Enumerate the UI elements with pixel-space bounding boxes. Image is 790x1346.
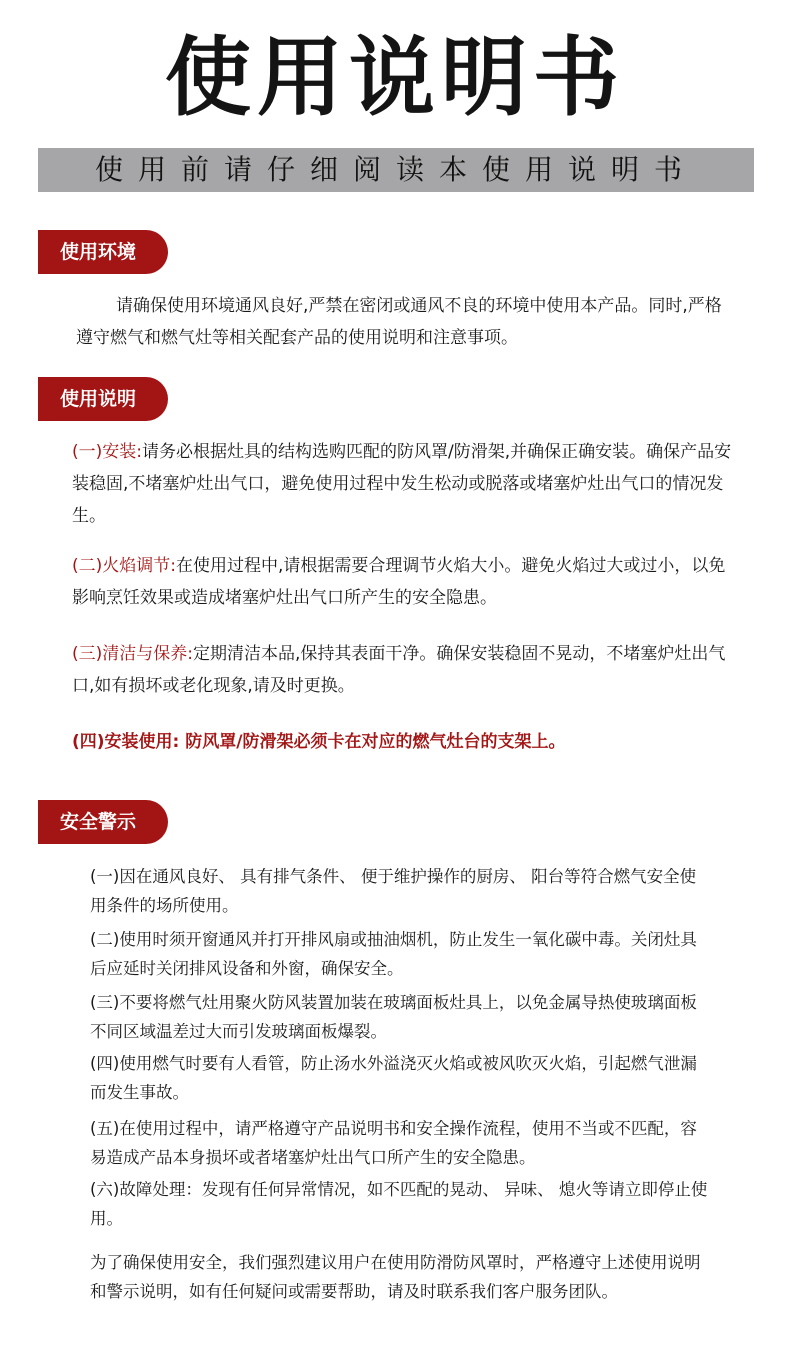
instruction-item-2 (72, 550, 732, 614)
instruction-item-4 (72, 726, 732, 758)
instruction-item-2-text: 在使用过程中,请根据需要合理调节火焰大小。避免火焰过大或过小，以免影响烹饪效果或造成堵塞炉灶出气口所产生的安全隐患。 (72, 556, 726, 608)
instruction-item-1-text: 请务必根据灶具的结构选购匹配的防风罩/防滑架,并确保正确安装。确保产品安装稳固,不堵塞炉灶出气口，避免使用过程中发生松动或脱落或堵塞炉灶出气口的情况发生。 (72, 442, 732, 526)
subtitle-text: 使用前请仔细阅读本使用说明书 (94, 153, 697, 186)
page-title: 使用说明书 (165, 28, 625, 128)
instruction-item-4-lead: (四)安装使用: (72, 732, 186, 752)
safety-item-2: (二)使用时须开窗通风并打开排风扇或抽油烟机，防止发生一氧化碳中毒。关闭灶具后应延时关闭排风设备和外窗，确保安全。 (90, 930, 697, 978)
subtitle-banner (38, 148, 754, 192)
environment-text: 请确保使用环境通风良好,严禁在密闭或通风不良的环境中使用本产品。同时,严格遵守燃气和燃气灶等相关配套产品的使用说明和注意事项。 (76, 296, 722, 348)
instruction-item-1 (72, 436, 732, 532)
section-tab-environment: 使用环境 (38, 230, 168, 274)
instruction-item-3 (72, 638, 732, 702)
safety-item-6: (六)故障处理：发现有任何异常情况，如不匹配的晃动、 异味、 熄火等请立即停止使用。 (90, 1180, 708, 1228)
instruction-item-3-lead: (三)清洁与保养: (72, 644, 193, 664)
safety-item-3: (三)不要将燃气灶用聚火防风装置加装在玻璃面板灶具上，以免金属导热使玻璃面板不同区域温差过大而引发玻璃面板爆裂。 (90, 993, 697, 1041)
instruction-item-2-lead: (二)火焰调节: (72, 556, 176, 576)
instruction-item-4-text: 防风罩/防滑架必须卡在对应的燃气灶台的支架上。 (185, 732, 566, 752)
safety-item-5: (五)在使用过程中，请严格遵守产品说明书和安全操作流程，使用不当或不匹配，容易造成产品本身损坏或者堵塞炉灶出气口所产生的安全隐患。 (90, 1119, 697, 1167)
section-tab-safety: 安全警示 (38, 800, 168, 844)
safety-item-1: (一)因在通风良好、 具有排气条件、 便于维护操作的厨房、 阳台等符合燃气安全使用条件的场所使用。 (90, 867, 697, 915)
instruction-item-3-text: 定期清洁本品,保持其表面干净。确保安装稳固不晃动，不堵塞炉灶出气口,如有损坏或老化现象,请及时更换。 (72, 644, 726, 696)
section-tab-instructions: 使用说明 (38, 377, 168, 421)
safety-item-4: (四)使用燃气时要有人看管，防止汤水外溢浇灭火焰或被风吹灭火焰，引起燃气泄漏而发生事故。 (90, 1054, 697, 1102)
instruction-item-1-lead: (一)安装: (72, 442, 142, 462)
safety-closing: 为了确保使用安全，我们强烈建议用户在使用防滑防风罩时，严格遵守上述使用说明和警示说明，如有任何疑问或需要帮助，请及时联系我们客户服务团队。 (90, 1253, 701, 1301)
